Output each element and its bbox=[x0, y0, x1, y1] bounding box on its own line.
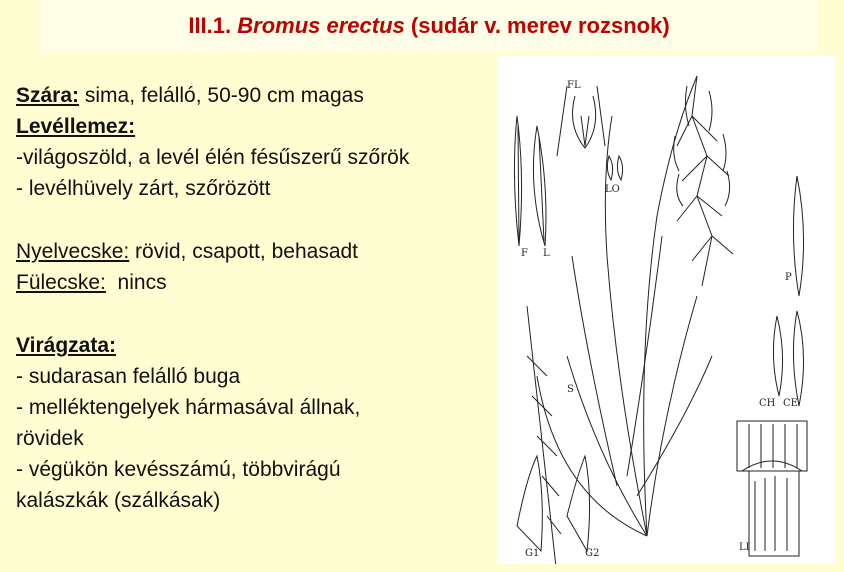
viragzata-line: - végükön kevésszámú, többvirágú bbox=[16, 458, 341, 481]
fulecske-label: Fülecske: bbox=[16, 271, 106, 294]
label-ce: CE bbox=[783, 398, 798, 409]
fulecske-line bbox=[16, 267, 486, 298]
levellemez-label: Levéllemez: bbox=[16, 115, 136, 138]
label-s: S bbox=[567, 384, 574, 395]
description-text bbox=[16, 80, 486, 516]
viragzata-line: - sudarasan felálló buga bbox=[16, 365, 241, 388]
title-prefix: III.1. bbox=[188, 13, 238, 38]
levellemez-line: -világoszöld, a levél élén fésűszerű szőrök bbox=[16, 146, 410, 169]
nyelvecske-line bbox=[16, 236, 486, 267]
viragzata-line: kalászkák (szálkásak) bbox=[16, 489, 221, 512]
label-ch: CH bbox=[759, 398, 776, 409]
fulecske-text: nincs bbox=[105, 271, 167, 294]
label-l: L bbox=[543, 248, 550, 259]
plant-drawing bbox=[497, 56, 835, 564]
label-p: P bbox=[785, 272, 792, 283]
viragzata-label: Virágzata: bbox=[16, 334, 116, 357]
title-common-name: (sudár v. merev rozsnok) bbox=[404, 13, 670, 38]
szara-label: Szára: bbox=[16, 84, 80, 107]
label-li: LI bbox=[739, 542, 750, 553]
slide-title bbox=[188, 13, 669, 39]
szara-line bbox=[16, 80, 486, 111]
label-g1: G1 bbox=[525, 548, 540, 559]
label-g2: G2 bbox=[585, 548, 600, 559]
botanical-illustration bbox=[497, 56, 835, 564]
szara-text: sima, felálló, 50-90 cm magas bbox=[79, 84, 364, 107]
label-f: F bbox=[521, 248, 528, 259]
nyelvecske-label: Nyelvecske: bbox=[16, 240, 130, 263]
title-bar bbox=[40, 0, 818, 52]
viragzata-line: rövidek bbox=[16, 427, 84, 450]
title-latin-name: Bromus erectus bbox=[237, 13, 405, 38]
label-fl: FL bbox=[567, 80, 581, 91]
viragzata-line: - melléktengelyek hármasával állnak, bbox=[16, 396, 361, 419]
levellemez-line: - levélhüvely zárt, szőrözött bbox=[16, 177, 271, 200]
label-lo: LO bbox=[605, 184, 620, 195]
nyelvecske-text: rövid, csapott, behasadt bbox=[129, 240, 359, 263]
